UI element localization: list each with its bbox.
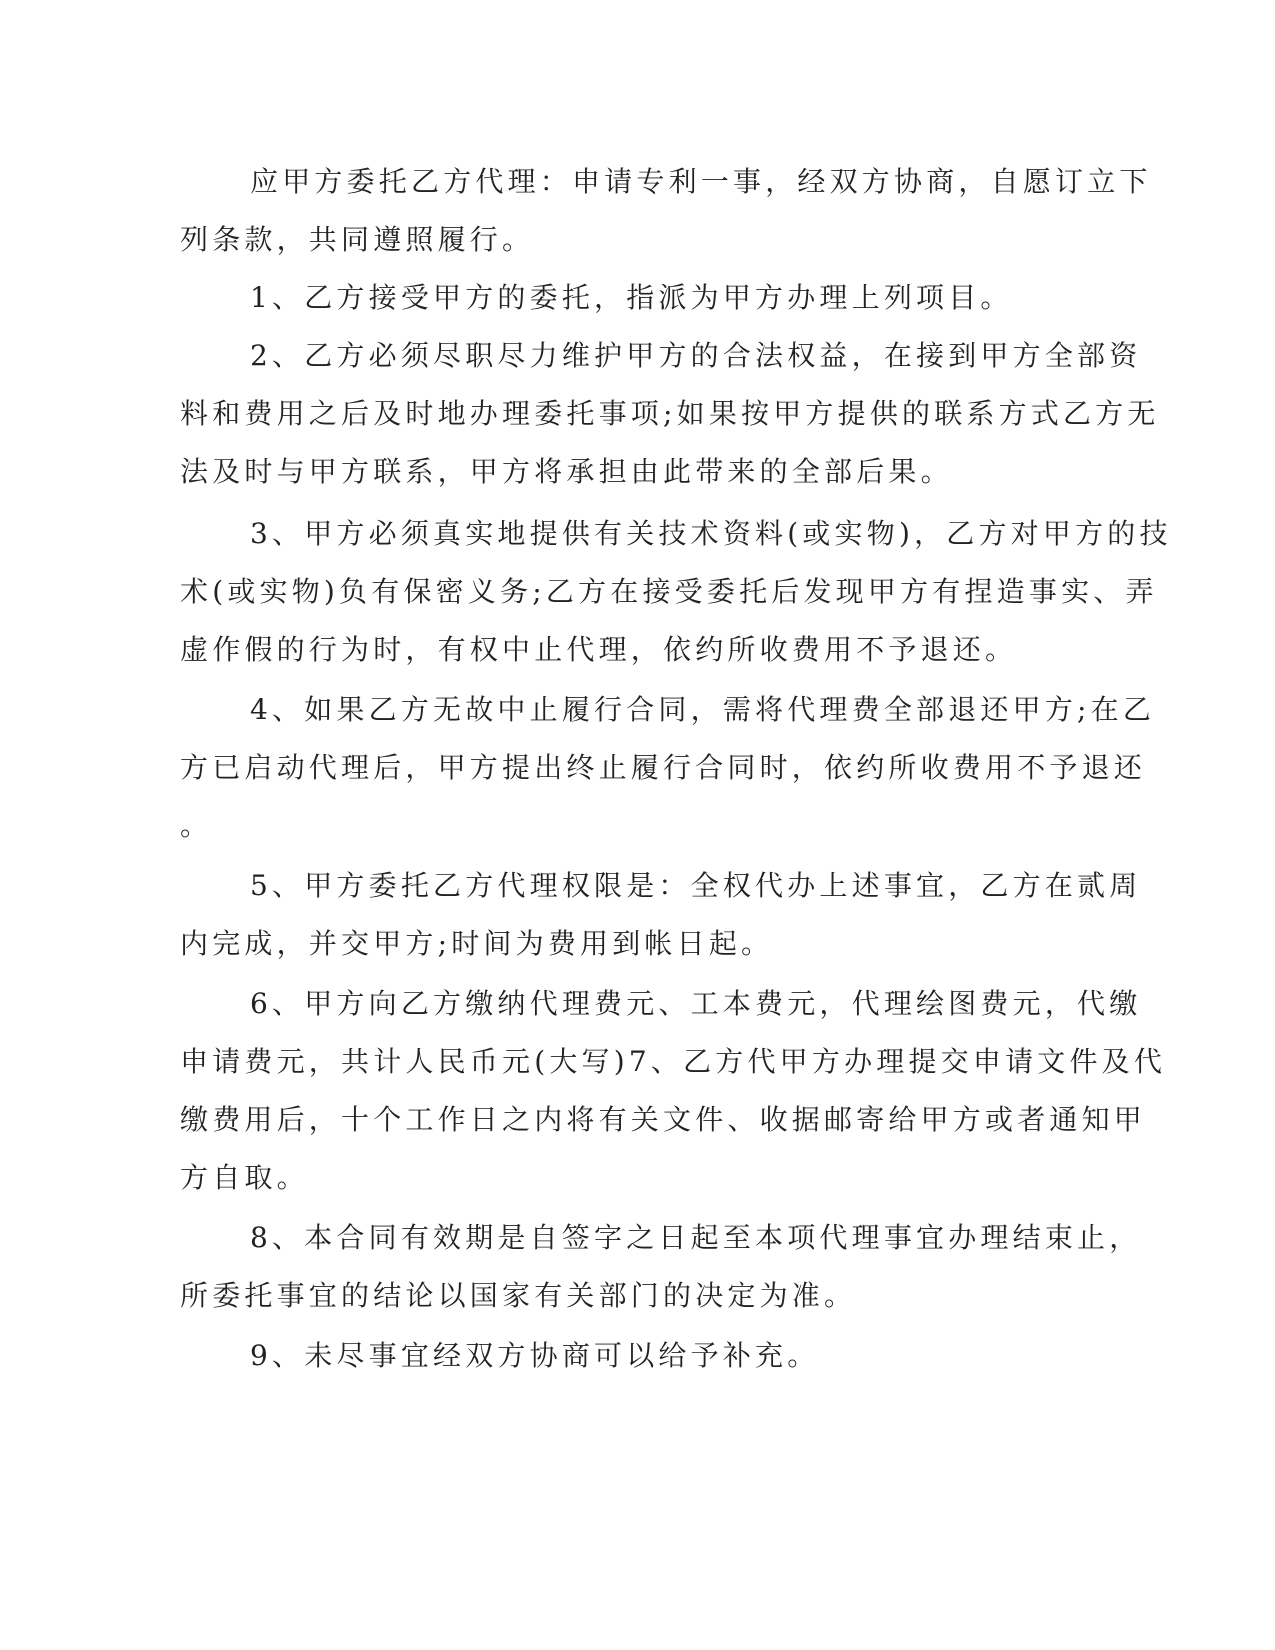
clause-6-line-2: 申请费元，共计人民币元(大写)7、乙方代甲方办理提交申请文件及代 [180, 1045, 1167, 1078]
paragraph-intro-line-1: 应甲方委托乙方代理：申请专利一事，经双方协商，自愿订立下 [250, 165, 1152, 198]
clause-4-line-3: 。 [180, 809, 213, 842]
clause-4-line-2: 方已启动代理后，甲方提出终止履行合同时，依约所收费用不予退还 [180, 751, 1147, 784]
clause-5-line-1: 5、甲方委托乙方代理权限是：全权代办上述事宜，乙方在贰周 [250, 869, 1142, 902]
clause-2-line-2: 料和费用之后及时地办理委托事项;如果按甲方提供的联系方式乙方无 [180, 397, 1160, 430]
clause-9-line-1: 9、未尽事宜经双方协商可以给予补充。 [250, 1339, 820, 1372]
paragraph-intro-line-2: 列条款，共同遵照履行。 [180, 223, 535, 256]
clause-3-line-2: 术(或实物)负有保密义务;乙方在接受委托后发现甲方有捏造事实、弄 [180, 575, 1158, 608]
clause-5-line-2: 内完成，并交甲方;时间为费用到帐日起。 [180, 927, 774, 960]
clause-6-line-1: 6、甲方向乙方缴纳代理费元、工本费元，代理绘图费元，代缴 [250, 987, 1142, 1020]
clause-1-line-1: 1、乙方接受甲方的委托，指派为甲方办理上列项目。 [250, 281, 1013, 314]
clause-6-line-3: 缴费用后，十个工作日之内将有关文件、收据邮寄给甲方或者通知甲 [180, 1103, 1147, 1136]
clause-2-line-1: 2、乙方必须尽职尽力维护甲方的合法权益，在接到甲方全部资 [250, 339, 1142, 372]
clause-4-line-1: 4、如果乙方无故中止履行合同，需将代理费全部退还甲方;在乙 [250, 693, 1156, 726]
clause-3-line-3: 虚作假的行为时，有权中止代理，依约所收费用不予退还。 [180, 633, 1018, 666]
clause-8-line-2: 所委托事宜的结论以国家有关部门的决定为准。 [180, 1279, 857, 1312]
clause-2-line-3: 法及时与甲方联系，甲方将承担由此带来的全部后果。 [180, 455, 953, 488]
clause-6-line-4: 方自取。 [180, 1161, 309, 1194]
clause-8-line-1: 8、本合同有效期是自签字之日起至本项代理事宜办理结束止， [250, 1221, 1142, 1254]
clause-3-line-1: 3、甲方必须真实地提供有关技术资料(或实物)，乙方对甲方的技 [250, 517, 1172, 550]
